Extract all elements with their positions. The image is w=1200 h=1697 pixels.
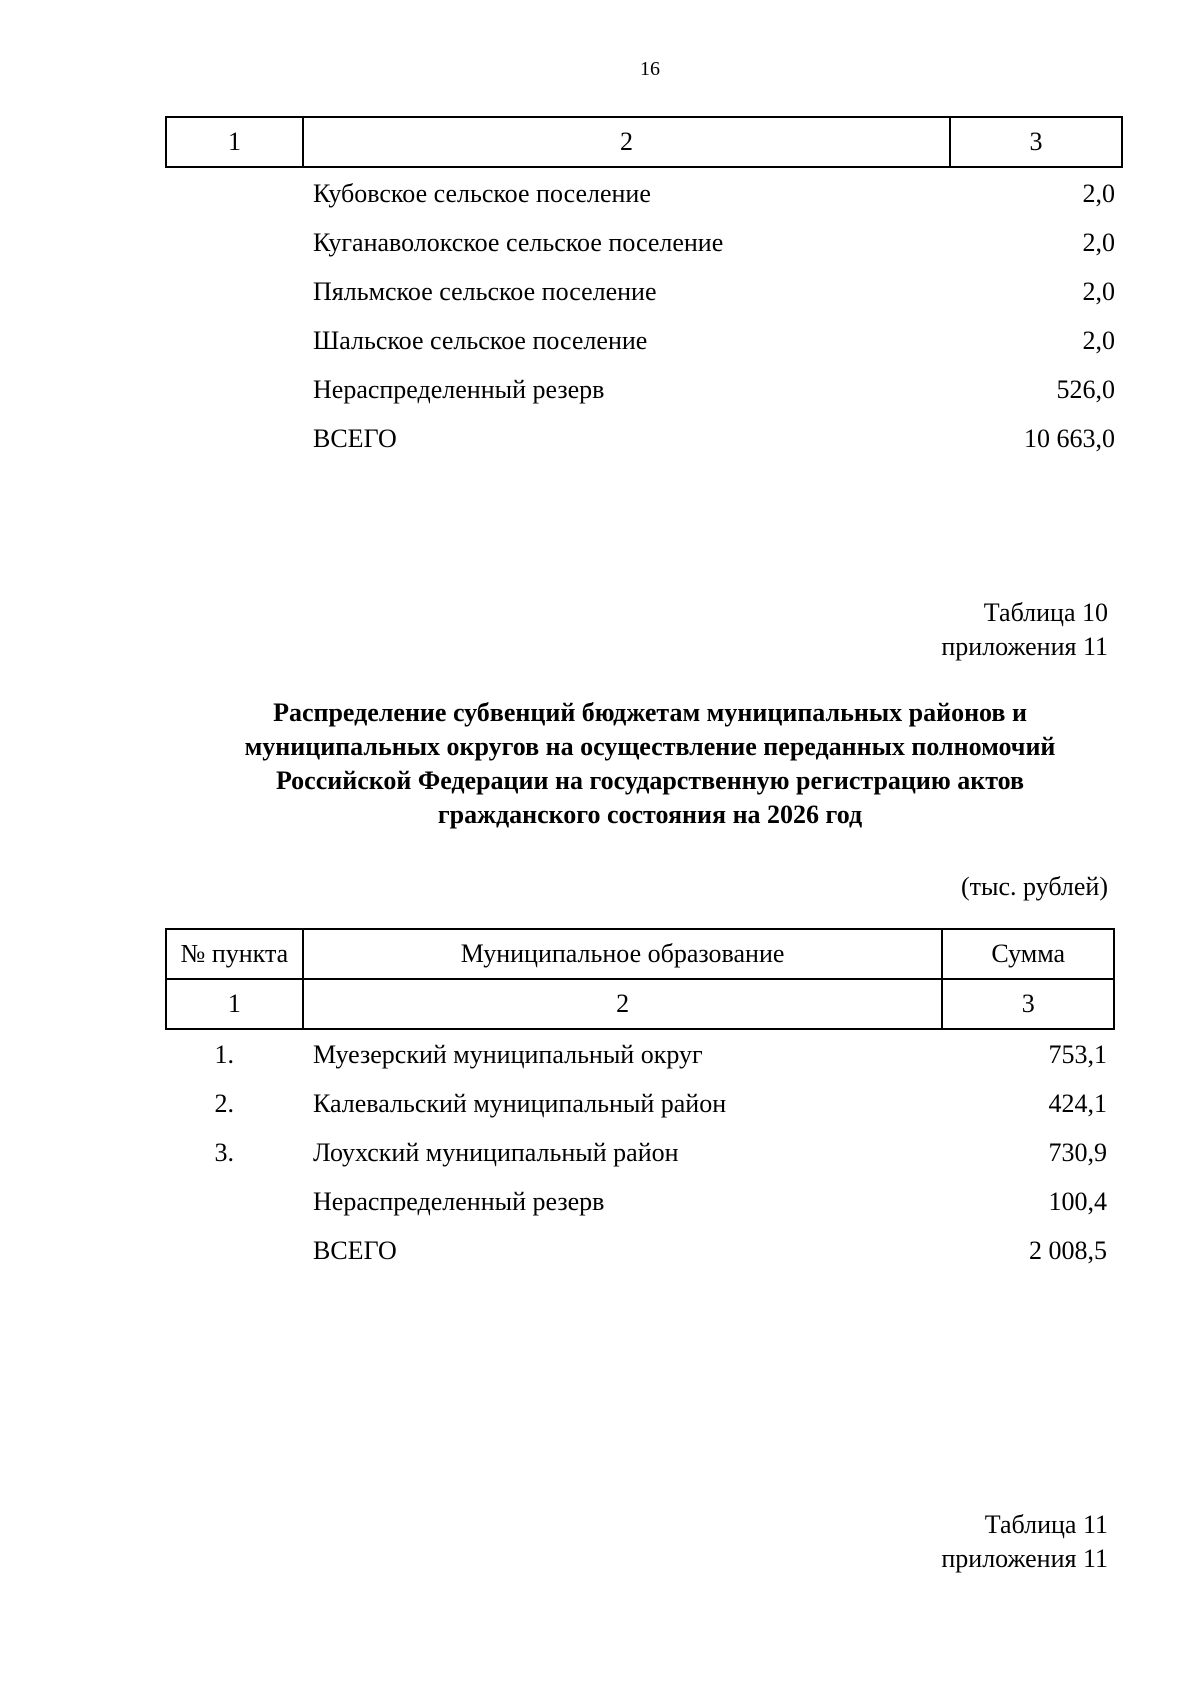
- table-row: [114, 1135, 1107, 1171]
- row-number: 3.: [214, 1138, 234, 1167]
- column-number-cell: 2: [303, 117, 950, 167]
- table-row: [165, 176, 1115, 212]
- column-header: Сумма: [942, 929, 1114, 979]
- row-value: 10 663,0: [1024, 424, 1115, 453]
- title-line: муниципальных округов на осуществление переданных полномочий: [244, 732, 1056, 761]
- row-value: 753,1: [1048, 1040, 1107, 1069]
- title-line: Российской Федерации на государственную регистрацию актов: [275, 766, 1025, 795]
- table-row-total: [114, 1233, 1107, 1269]
- table-11-reference: [941, 1508, 1108, 1576]
- title-line: Распределение субвенций бюджетам муниципальных районов и: [273, 698, 1027, 727]
- row-value: 100,4: [1048, 1187, 1107, 1216]
- row-value: 730,9: [1048, 1138, 1107, 1167]
- row-name: Шальское сельское поселение: [313, 326, 648, 355]
- table-row: [114, 1184, 1107, 1220]
- row-value: 2,0: [1082, 277, 1115, 306]
- page-number: 16: [640, 58, 660, 80]
- continued-table-header: [165, 116, 1123, 168]
- row-number: 2.: [214, 1089, 234, 1118]
- column-header: Муниципальное образование: [303, 929, 943, 979]
- row-value: 2 008,5: [1029, 1236, 1107, 1265]
- table-ref-line: приложения 11: [941, 632, 1108, 661]
- row-name: Кубовское сельское поселение: [313, 179, 651, 208]
- table-10-header: [165, 928, 1115, 1030]
- row-name: Куганаволокское сельское поселение: [313, 228, 724, 257]
- column-header: № пункта: [166, 929, 303, 979]
- units-label: (тыс. рублей): [960, 872, 1108, 901]
- column-number-cell: 2: [303, 979, 943, 1029]
- row-name: Нераспределенный резерв: [313, 375, 605, 404]
- row-value: 526,0: [1056, 375, 1115, 404]
- column-number-cell: 3: [950, 117, 1122, 167]
- row-value: 424,1: [1048, 1089, 1107, 1118]
- table-ref-line: Таблица 11: [984, 1510, 1108, 1539]
- row-value: 2,0: [1082, 326, 1115, 355]
- row-value: 2,0: [1082, 179, 1115, 208]
- table-10-reference: [941, 596, 1108, 664]
- table-row-total: [165, 421, 1115, 457]
- row-name: Лоухский муниципальный район: [313, 1138, 679, 1167]
- row-name: ВСЕГО: [313, 1236, 397, 1265]
- table-row: [165, 323, 1115, 359]
- row-name: Калевальский муниципальный район: [313, 1089, 727, 1118]
- row-name: Муезерский муниципальный округ: [313, 1040, 703, 1069]
- table-ref-line: приложения 11: [941, 1544, 1108, 1573]
- table-row: [165, 274, 1115, 310]
- table-ref-line: Таблица 10: [983, 598, 1108, 627]
- title-line: гражданского состояния на 2026 год: [437, 800, 863, 829]
- row-value: 2,0: [1082, 228, 1115, 257]
- table-row: [114, 1037, 1107, 1073]
- row-number: 1.: [214, 1040, 234, 1069]
- table-row: [114, 1086, 1107, 1122]
- row-name: Пяльмское сельское поселение: [313, 277, 657, 306]
- table-row: [165, 225, 1115, 261]
- column-number-cell: 1: [166, 979, 303, 1029]
- table-10-title: [140, 696, 1160, 832]
- row-name: ВСЕГО: [313, 424, 397, 453]
- row-name: Нераспределенный резерв: [313, 1187, 605, 1216]
- table-row: [165, 372, 1115, 408]
- column-number-cell: 1: [166, 117, 303, 167]
- column-number-cell: 3: [942, 979, 1114, 1029]
